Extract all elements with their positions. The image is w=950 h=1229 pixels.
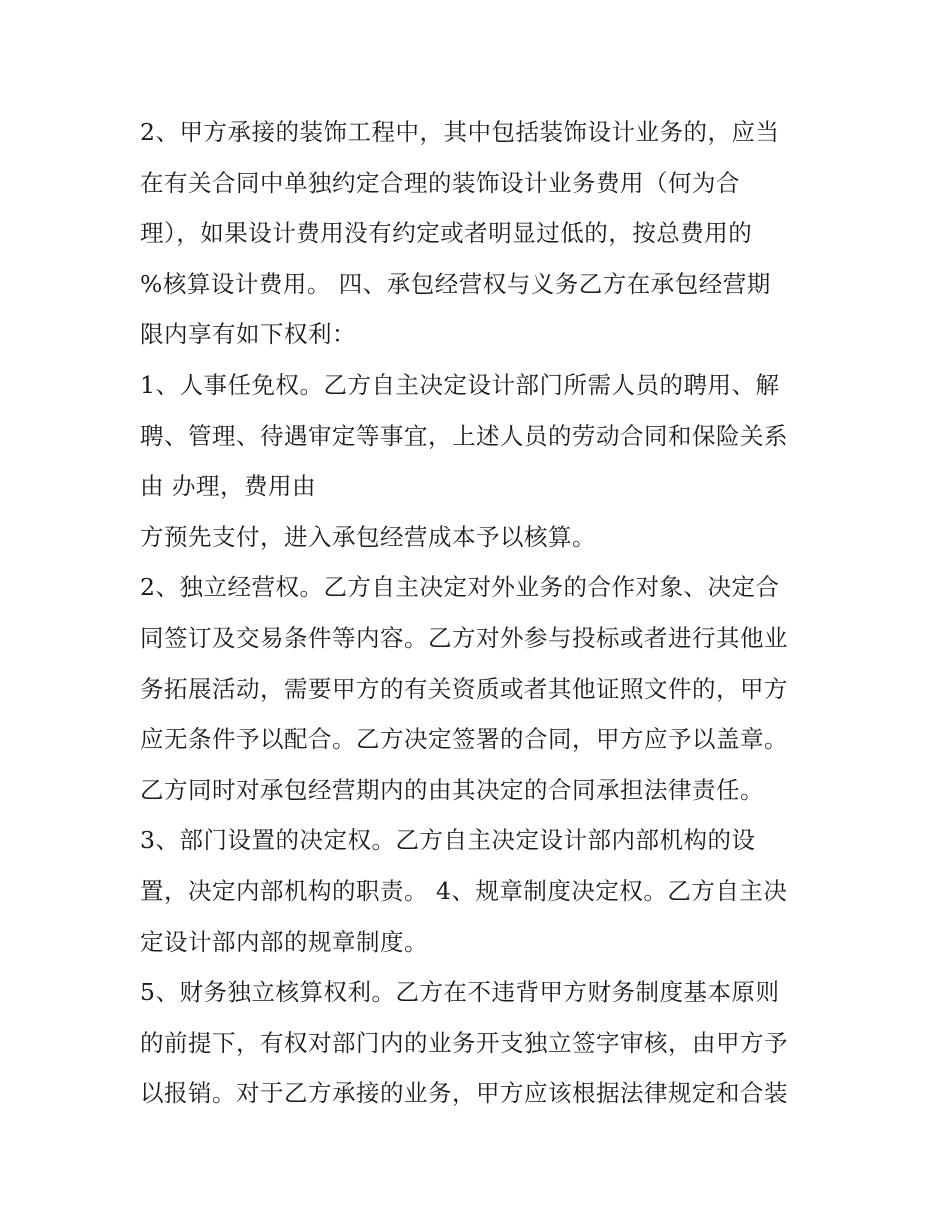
text-line: 理），如果设计费用没有约定或者明显过低的，按总费用的: [140, 219, 753, 248]
text-line: 方预先支付，进入承包经营成本予以核算。: [140, 522, 596, 551]
text-line: 2、独立经营权。乙方自主决定对外业务的合作对象、决定合: [140, 573, 780, 602]
text-line: 由 办理，费用由: [140, 472, 316, 501]
text-line: 应无条件予以配合。乙方决定签署的合同，甲方应予以盖章。: [140, 725, 788, 754]
document-body: [140, 107, 820, 1119]
text-line: 2、甲方承接的装饰工程中，其中包括装饰设计业务的，应当: [140, 118, 780, 146]
text-line: 限内享有如下权利：: [140, 320, 356, 349]
text-line: 5、财务独立核算权利。乙方在不违背甲方财务制度基本原则: [140, 978, 780, 1007]
text-line: 同签订及交易条件等内容。乙方对外参与投标或者进行其他业: [140, 623, 788, 652]
text-line: 聘、管理、待遇审定等事宜，上述人员的劳动合同和保险关系: [140, 421, 788, 450]
text-line: %核算设计费用。 四、承包经营权与义务乙方在承包经营期: [140, 269, 771, 298]
text-line: 1、人事任免权。乙方自主决定设计部门所需人员的聘用、解: [140, 370, 780, 399]
text-line: 定设计部内部的规章制度。: [140, 927, 428, 956]
text-line: 在有关合同中单独约定合理的装饰设计业务费用（何为合: [140, 168, 740, 197]
text-line: 乙方同时对承包经营期内的由其决定的合同承担法律责任。: [140, 775, 764, 804]
text-line: 的前提下，有权对部门内的业务开支独立签字审核，由甲方予: [140, 1028, 788, 1057]
text-line: 务拓展活动，需要甲方的有关资质或者其他证照文件的，甲方: [140, 674, 788, 703]
text-line: 置，决定内部机构的职责。 4、规章制度决定权。乙方自主决: [140, 876, 788, 905]
text-line: 以报销。对于乙方承接的业务，甲方应该根据法律规定和合装: [140, 1079, 788, 1108]
text-line: 3、部门设置的决定权。乙方自主决定设计部内部机构的设: [140, 826, 756, 855]
